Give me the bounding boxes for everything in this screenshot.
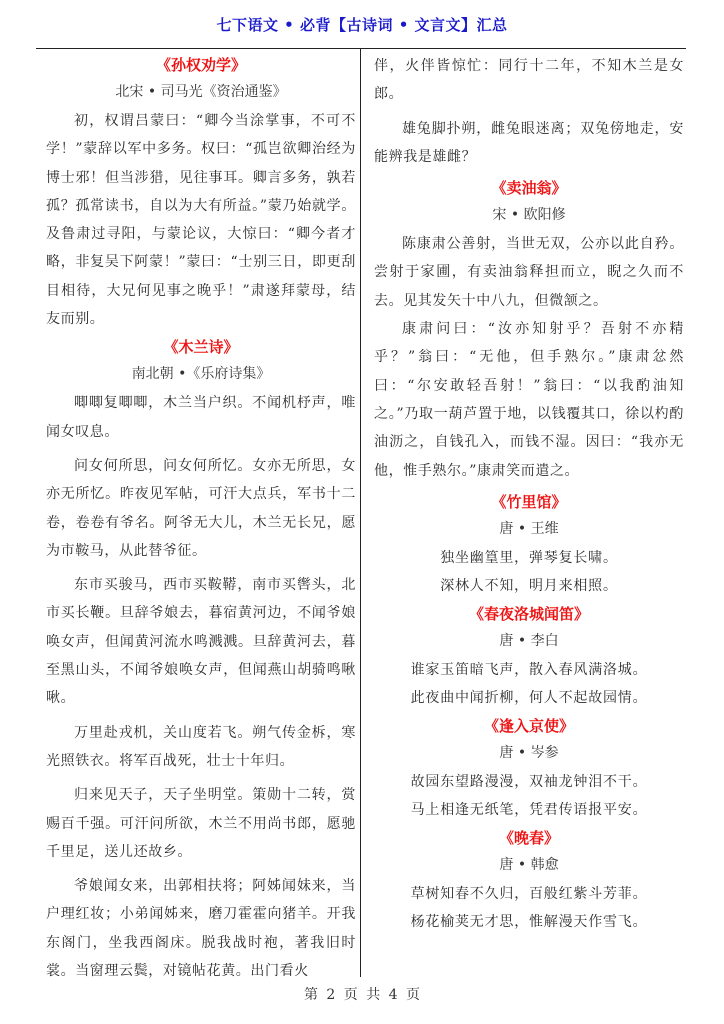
verse-line: 草树知春不久归，百般红紫斗芳菲。 — [410, 885, 648, 902]
paragraph: 康肃问曰：“汝亦知射乎？吾射不亦精乎？”翁曰：“无他，但手熟尔。”康肃忿然曰：“尔安敢轻吾射！”翁曰：“以我酌油知之。”乃取一葫芦置于地，以钱覆其口，徐以杓酌油沥之，自钱孔入，而钱不湿。因曰：“我亦无他，惟手熟尔。”康肃笑而遣之。 — [374, 321, 684, 479]
section-fengru-jingshi — [374, 715, 684, 825]
section-author: 北宋 • 司马光《资治通鉴》 — [115, 84, 287, 100]
section-zhuliguan — [374, 491, 684, 601]
section-mulan-shi — [46, 336, 356, 985]
verse-line: 故园东望路漫漫，双袖龙钟泪不干。 — [410, 773, 648, 790]
verse-line: 马上相逢无纸笔，凭君传语报平安。 — [410, 802, 648, 819]
section-author: 南北朝 •《乐府诗集》 — [131, 366, 271, 383]
page-number: 第 2 页 共 4 页 — [303, 987, 421, 1003]
section-title: 《逢入京使》 — [483, 716, 574, 735]
verse-line: 深林人不知，明月来相照。 — [440, 578, 618, 595]
document-header-title: 七下语文 • 必背【古诗词 • 文言文】汇总 — [216, 16, 508, 34]
section-title: 《孙权劝学》 — [155, 56, 246, 74]
paragraph: 雄兔脚扑朔，雌兔眼迷离；双兔傍地走，安能辨我是雄雌？ — [374, 120, 684, 165]
section-mulan-continued — [374, 52, 684, 171]
section-author: 唐 • 王维 — [499, 520, 559, 537]
paragraph: 东市买骏马，西市买鞍鞯，南市买辔头，北市买长鞭。旦辞爷娘去，暮宿黄河边，不闻爷娘唤女声，但闻黄河流水鸣溅溅。旦辞黄河去，暮至黑山头，不闻爷娘唤女声，但闻燕山胡骑鸣啾啾。 — [46, 577, 356, 707]
section-sunquan-quanxue — [46, 54, 356, 333]
header-rule — [36, 48, 686, 49]
section-author: 宋 • 欧阳修 — [492, 207, 566, 224]
section-maiyouweng — [374, 177, 684, 485]
section-author: 唐 • 韩愈 — [499, 856, 559, 873]
section-wanchun — [374, 827, 684, 937]
paragraph: 初，权谓吕蒙曰：“卿今当涂掌事，不可不学！”蒙辞以军中多务。权曰：“孤岂欲卿治经为博士邪！但当涉猎，见往事耳。卿言多务，孰若孤？孤常读书，自以为大有所益。”蒙乃始就学。及鲁肃过寻阳，与蒙论议，大惊曰：“卿今者才略，非复吴下阿蒙！”蒙曰：“士别三日，即更刮目相待，大兄何见事之晚乎！”肃遂拜蒙母，结友而别。 — [46, 113, 356, 328]
verse-line: 谁家玉笛暗飞声，散入春风满洛城。 — [410, 661, 648, 678]
verse-line: 此夜曲中闻折柳，何人不起故园情。 — [410, 690, 648, 707]
section-title: 《春夜洛城闻笛》 — [468, 604, 589, 623]
paragraph: 爷娘闻女来，出郭相扶将；阿姊闻妹来，当户理红妆；小弟闻姊来，磨刀霍霍向猪羊。开我东阁门，坐我西阁床。脱我战时袍，著我旧时裳。当窗理云鬓，对镜帖花黄。出门看火 — [46, 878, 356, 980]
section-title: 《竹里馆》 — [491, 492, 567, 511]
section-title: 《卖油翁》 — [491, 179, 567, 198]
verse-line: 杨花榆荚无才思，惟解漫天作雪飞。 — [410, 914, 648, 931]
section-chunye-luocheng-wendi — [374, 603, 684, 713]
section-author: 唐 • 岑参 — [499, 744, 559, 761]
paragraph: 伴，火伴皆惊忙：同行十二年，不知木兰是女郎。 — [374, 58, 684, 103]
section-author: 唐 • 李白 — [499, 632, 559, 649]
paragraph: 唧唧复唧唧，木兰当户织。不闻机杼声，唯闻女叹息。 — [46, 395, 356, 440]
paragraph: 归来见天子，天子坐明堂。策勋十二转，赏赐百千强。可汗问所欲，木兰不用尚书郎，愿驰千里足，送儿还故乡。 — [46, 787, 356, 860]
verse-line: 独坐幽篁里，弹琴复长啸。 — [440, 549, 618, 566]
paragraph: 陈康肃公善射，当世无双，公亦以此自矜。尝射于家圃，有卖油翁释担而立，睨之久而不去。见其发矢十中八九，但微颔之。 — [374, 236, 684, 309]
section-title: 《晚春》 — [498, 828, 559, 847]
paragraph: 问女何所思，问女何所忆。女亦无所思，女亦无所忆。昨夜见军帖，可汗大点兵，军书十二卷，卷卷有爷名。阿爷无大儿，木兰无长兄，愿为市鞍马，从此替爷征。 — [46, 457, 356, 559]
section-title: 《木兰诗》 — [163, 338, 239, 357]
column-divider — [360, 48, 361, 977]
right-column — [374, 52, 684, 937]
left-column — [46, 52, 356, 985]
paragraph: 万里赴戎机，关山度若飞。朔气传金柝，寒光照铁衣。将军百战死，壮士十年归。 — [46, 724, 356, 769]
